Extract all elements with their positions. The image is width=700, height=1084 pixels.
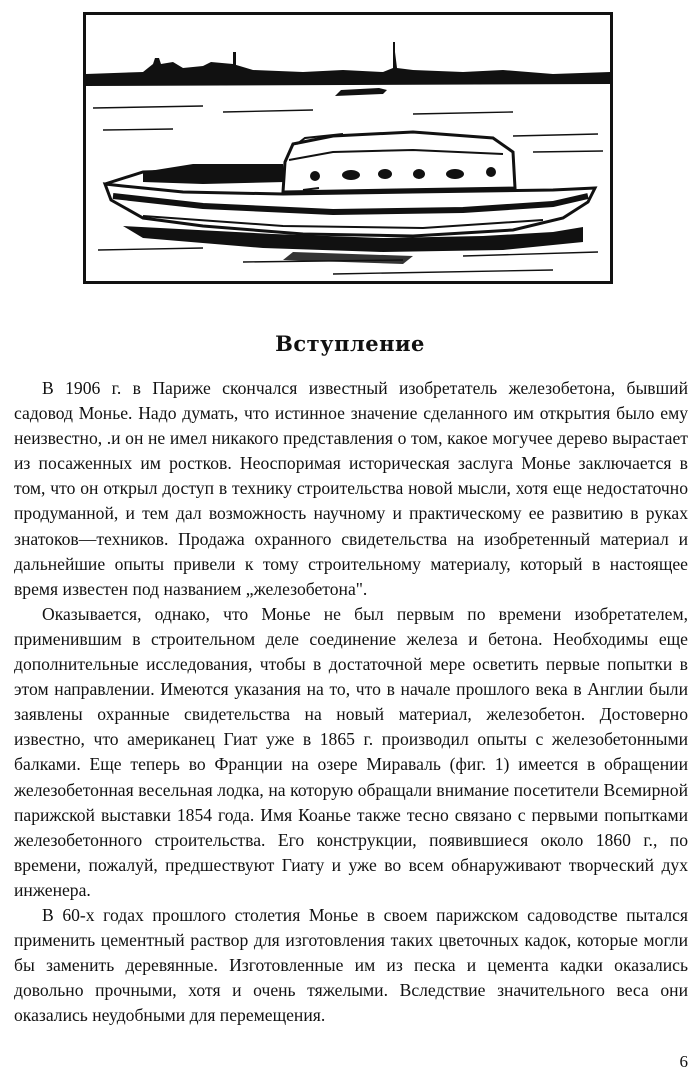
- page-number: 6: [679, 1052, 688, 1071]
- paragraph-1: В 1906 г. в Париже скончался известный изобретатель железобетона, бывший садовод Монье. Надо думать, что истинное значение сделанного им открытия было ему неизвестно, .и он не имел никакого представления о том, какое могучее дерево вырастает из посаженных им ростков. Неоспоримая историческая заслуга Монье заключается в том, что он открыл доступ в технику строительства новой мысли, хотя еще недостаточно продуманной, и тем дал возможность научному и практическому ее развитию в руках знатоков—техников. Продажа охранного свидетельства на изобретенный материал и дальнейшие опыты привели к тому строительному материалу, который в настоящее время известен под названием „железобетона".: [14, 378, 688, 599]
- section-heading: Вступление: [275, 331, 425, 356]
- paragraph-3: В 60-х годах прошлого столетия Монье в своем парижском садоводстве пытался применить цементный раствор для изготовления таких цветочных кадок, которые могли бы заменить деревянные. Изготовленные им из песка и цемента кадки оказались довольно прочными, хотя и очень тяжелыми. Вследствие значительного веса они оказались неудобными для перемещения.: [14, 904, 688, 1026]
- body-text: [14, 376, 688, 1028]
- boat-illustration: [83, 12, 613, 284]
- boat-engraving: [83, 12, 613, 284]
- boat-cabin: [283, 132, 515, 192]
- paragraph-2: Оказывается, однако, что Монье не был первым по времени изобретателем, применившим в строительном деле соединение железа и бетона. Необходимы еще дополнительные исследования, чтобы в достаточной мере осветить первые попытки в этом направлении. Имеются указания на то, что в начале прошлого века в Англии были заявлены охранные свидетельства на новый материал, железобетон. Достоверно известно, что американец Гиат уже в 1865 г. производил опыты с железобетонными балками. Еще теперь во Франции на озере Мираваль (фиг. 1) имеется в обращении железобетонная весельная лодка, на которую обращали внимание посетители Всемирной парижской выставки 1854 года. Имя Коанье также тесно связано с первыми попытками железобетонного строительства. Его конструкции, появившиеся около 1860 г., по времени, пожалуй, предшествуют Гиату и уже во всем обнаруживают творческий дух инженера.: [14, 603, 688, 900]
